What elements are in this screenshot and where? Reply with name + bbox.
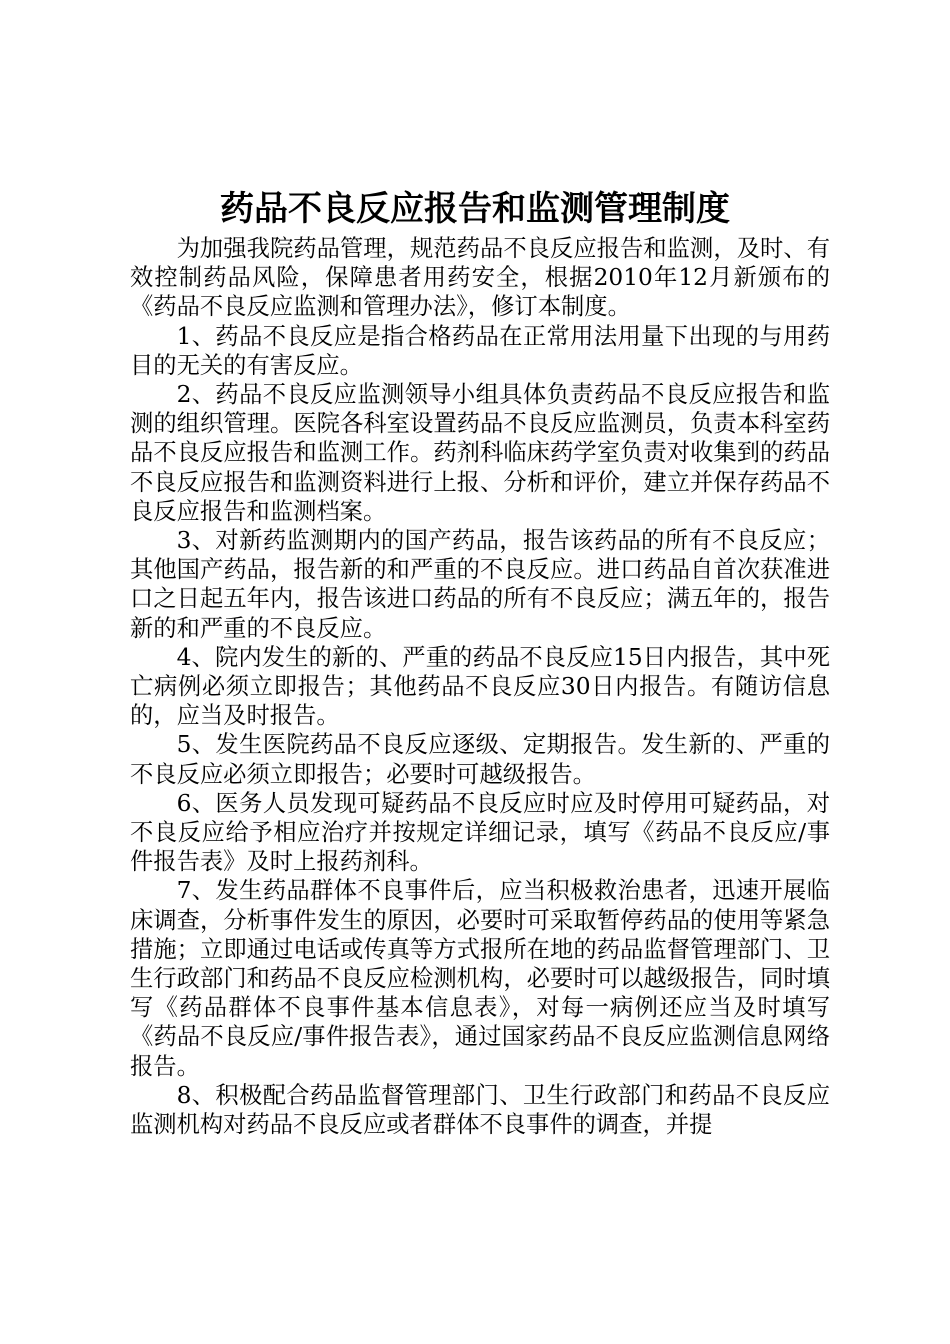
paragraph-item-2: 2、药品不良反应监测领导小组具体负责药品不良反应报告和监测的组织管理。医院各科室设置药品不良反应监测员，负责本科室药品不良反应报告和监测工作。药剂科临床药学室负责对收集到的药品不良反应报告和监测资料进行上报、分析和评价，建立并保存药品不良反应报告和监测档案。 xyxy=(130,381,830,525)
paragraph-item-8: 8、积极配合药品监督管理部门、卫生行政部门和药品不良反应监测机构对药品不良反应或者群体不良事件的调查，并提 xyxy=(130,1081,830,1139)
paragraph-item-7: 7、发生药品群体不良事件后，应当积极救治患者，迅速开展临床调查，分析事件发生的原因，必要时可采取暂停药品的使用等紧急措施；立即通过电话或传真等方式报所在地的药品监督管理部门、卫生行政部门和药品不良反应检测机构，必要时可以越级报告，同时填写《药品群体不良事件基本信息表》，对每一病例还应当及时填写《药品不良反应/事件报告表》，通过国家药品不良反应监测信息网络报告。 xyxy=(130,877,830,1080)
paragraph-item-5: 5、发生医院药品不良反应逐级、定期报告。发生新的、严重的不良反应必须立即报告；必要时可越级报告。 xyxy=(130,731,830,788)
paragraph-item-4: 4、院内发生的新的、严重的药品不良反应15日内报告，其中死亡病例必须立即报告；其他药品不良反应30日内报告。有随访信息的，应当及时报告。 xyxy=(130,643,830,730)
document-title: 药品不良反应报告和监测管理制度 xyxy=(220,189,730,229)
document-body xyxy=(130,234,830,1139)
paragraph-item-1: 1、药品不良反应是指合格药品在正常用法用量下出现的与用药目的无关的有害反应。 xyxy=(130,322,830,379)
paragraph-intro: 为加强我院药品管理，规范药品不良反应报告和监测，及时、有效控制药品风险，保障患者用药安全，根据2010年12月新颁布的《药品不良反应监测和管理办法》，修订本制度。 xyxy=(130,235,830,321)
paragraph-item-6: 6、医务人员发现可疑药品不良反应时应及时停用可疑药品，对不良反应给予相应治疗并按规定详细记录，填写《药品不良反应/事件报告表》及时上报药剂科。 xyxy=(130,789,830,876)
paragraph-item-3: 3、对新药监测期内的国产药品，报告该药品的所有不良反应；其他国产药品，报告新的和严重的不良反应。进口药品自首次获准进口之日起五年内，报告该进口药品的所有不良反应；满五年的，报告新的和严重的不良反应。 xyxy=(130,527,830,642)
